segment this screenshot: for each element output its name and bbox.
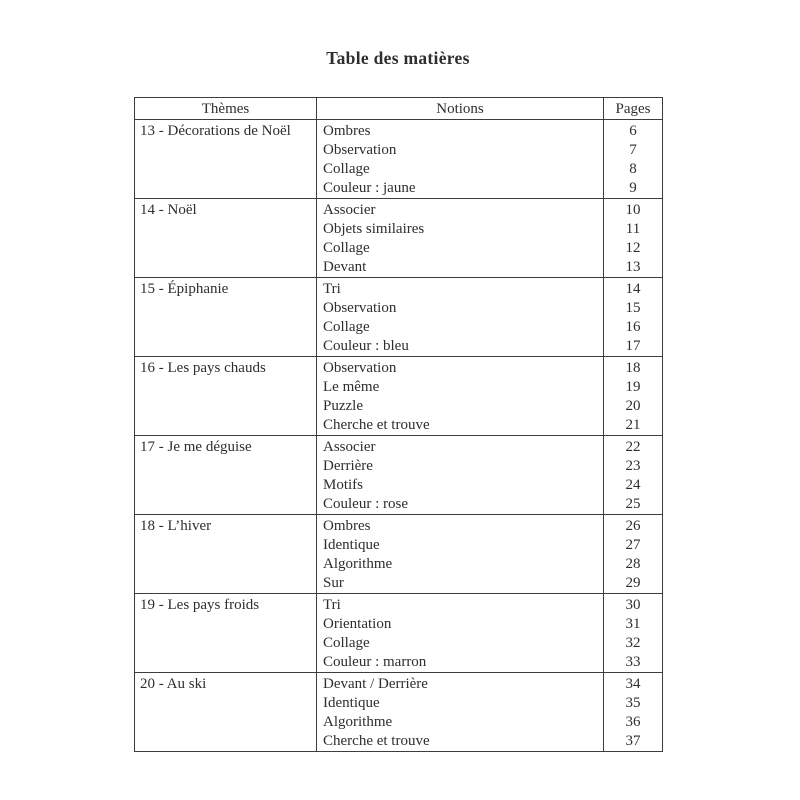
notion-line: Cherche et trouve xyxy=(323,417,430,433)
notion-line: Tri xyxy=(323,281,341,297)
page-number: 35 xyxy=(625,695,641,711)
table-row xyxy=(135,436,663,515)
page-number: 6 xyxy=(629,123,637,139)
page-number: 20 xyxy=(625,398,641,414)
column-header-pages: Pages xyxy=(604,98,663,120)
theme-cell: 20 - Au ski xyxy=(135,673,317,752)
table-header-row xyxy=(135,98,663,120)
toc-table-container xyxy=(134,97,662,749)
notion-line: Ombres xyxy=(323,123,371,139)
notions-cell xyxy=(317,199,604,278)
notion-line: Observation xyxy=(323,360,397,376)
notion-line: Couleur : bleu xyxy=(323,338,409,354)
pages-cell xyxy=(604,594,663,673)
page-number: 25 xyxy=(625,496,641,512)
pages-cell xyxy=(604,278,663,357)
notions-cell xyxy=(317,120,604,199)
page-number: 33 xyxy=(625,654,641,670)
notions-cell xyxy=(317,594,604,673)
notion-line: Sur xyxy=(323,575,344,591)
theme-cell: 16 - Les pays chauds xyxy=(135,357,317,436)
page-number: 14 xyxy=(625,281,641,297)
notion-line: Identique xyxy=(323,537,380,553)
pages-cell xyxy=(604,199,663,278)
notions-cell xyxy=(317,278,604,357)
page-number: 23 xyxy=(625,458,641,474)
notion-line: Derrière xyxy=(323,458,373,474)
notion-line: Couleur : rose xyxy=(323,496,408,512)
pages-cell xyxy=(604,357,663,436)
page-number: 15 xyxy=(625,300,641,316)
notions-cell xyxy=(317,357,604,436)
notion-line: Collage xyxy=(323,240,370,256)
toc-table-body xyxy=(135,120,663,752)
theme-cell: 15 - Épiphanie xyxy=(135,278,317,357)
page-number: 19 xyxy=(625,379,641,395)
notion-line: Algorithme xyxy=(323,556,393,572)
notion-line: Collage xyxy=(323,319,370,335)
notions-cell xyxy=(317,436,604,515)
page-title: Table des matières xyxy=(326,48,470,68)
notion-line: Identique xyxy=(323,695,380,711)
page-number: 21 xyxy=(625,417,641,433)
notion-line: Associer xyxy=(323,202,376,218)
page-number: 24 xyxy=(625,477,641,493)
notion-line: Associer xyxy=(323,439,376,455)
table-row xyxy=(135,199,663,278)
table-row xyxy=(135,278,663,357)
notion-line: Puzzle xyxy=(323,398,363,414)
notion-line: Couleur : marron xyxy=(323,654,427,670)
notion-line: Collage xyxy=(323,635,370,651)
page-number: 28 xyxy=(625,556,641,572)
notions-cell xyxy=(317,673,604,752)
column-header-notions: Notions xyxy=(317,98,604,120)
page-number: 8 xyxy=(629,161,637,177)
table-row xyxy=(135,357,663,436)
page-number: 9 xyxy=(629,180,637,196)
page-number: 18 xyxy=(625,360,641,376)
page-number: 34 xyxy=(625,676,641,692)
column-header-themes: Thèmes xyxy=(135,98,317,120)
notion-line: Devant xyxy=(323,259,367,275)
notion-line: Motifs xyxy=(323,477,364,493)
notion-line: Observation xyxy=(323,300,397,316)
notion-line: Cherche et trouve xyxy=(323,733,430,749)
pages-cell xyxy=(604,515,663,594)
page-number: 36 xyxy=(625,714,641,730)
table-row xyxy=(135,515,663,594)
notion-line: Devant / Derrière xyxy=(323,676,428,692)
page-number: 10 xyxy=(625,202,641,218)
theme-cell: 14 - Noël xyxy=(135,199,317,278)
notion-line: Ombres xyxy=(323,518,371,534)
page-number: 13 xyxy=(625,259,641,275)
theme-cell: 19 - Les pays froids xyxy=(135,594,317,673)
notion-line: Collage xyxy=(323,161,370,177)
table-row xyxy=(135,673,663,752)
notion-line: Couleur : jaune xyxy=(323,180,416,196)
theme-cell: 17 - Je me déguise xyxy=(135,436,317,515)
notion-line: Orientation xyxy=(323,616,392,632)
notion-line: Algorithme xyxy=(323,714,393,730)
notion-line: Tri xyxy=(323,597,341,613)
page-number: 26 xyxy=(625,518,641,534)
notion-line: Le même xyxy=(323,379,380,395)
pages-cell xyxy=(604,673,663,752)
pages-cell xyxy=(604,436,663,515)
page-number: 31 xyxy=(625,616,641,632)
table-row xyxy=(135,120,663,199)
page-number: 11 xyxy=(625,221,641,237)
theme-cell: 13 - Décorations de Noël xyxy=(135,120,317,199)
page-number: 27 xyxy=(625,537,641,553)
page-number: 17 xyxy=(625,338,641,354)
theme-cell: 18 - L’hiver xyxy=(135,515,317,594)
page-number: 16 xyxy=(625,319,641,335)
page-number: 37 xyxy=(625,733,641,749)
table-row xyxy=(135,594,663,673)
page-number: 32 xyxy=(625,635,641,651)
page-number: 30 xyxy=(625,597,641,613)
notion-line: Observation xyxy=(323,142,397,158)
page-number: 7 xyxy=(629,142,637,158)
notion-line: Objets similaires xyxy=(323,221,425,237)
notions-cell xyxy=(317,515,604,594)
pages-cell xyxy=(604,120,663,199)
toc-table xyxy=(134,97,663,752)
page-number: 12 xyxy=(625,240,641,256)
page-number: 29 xyxy=(625,575,641,591)
page-number: 22 xyxy=(625,439,641,455)
